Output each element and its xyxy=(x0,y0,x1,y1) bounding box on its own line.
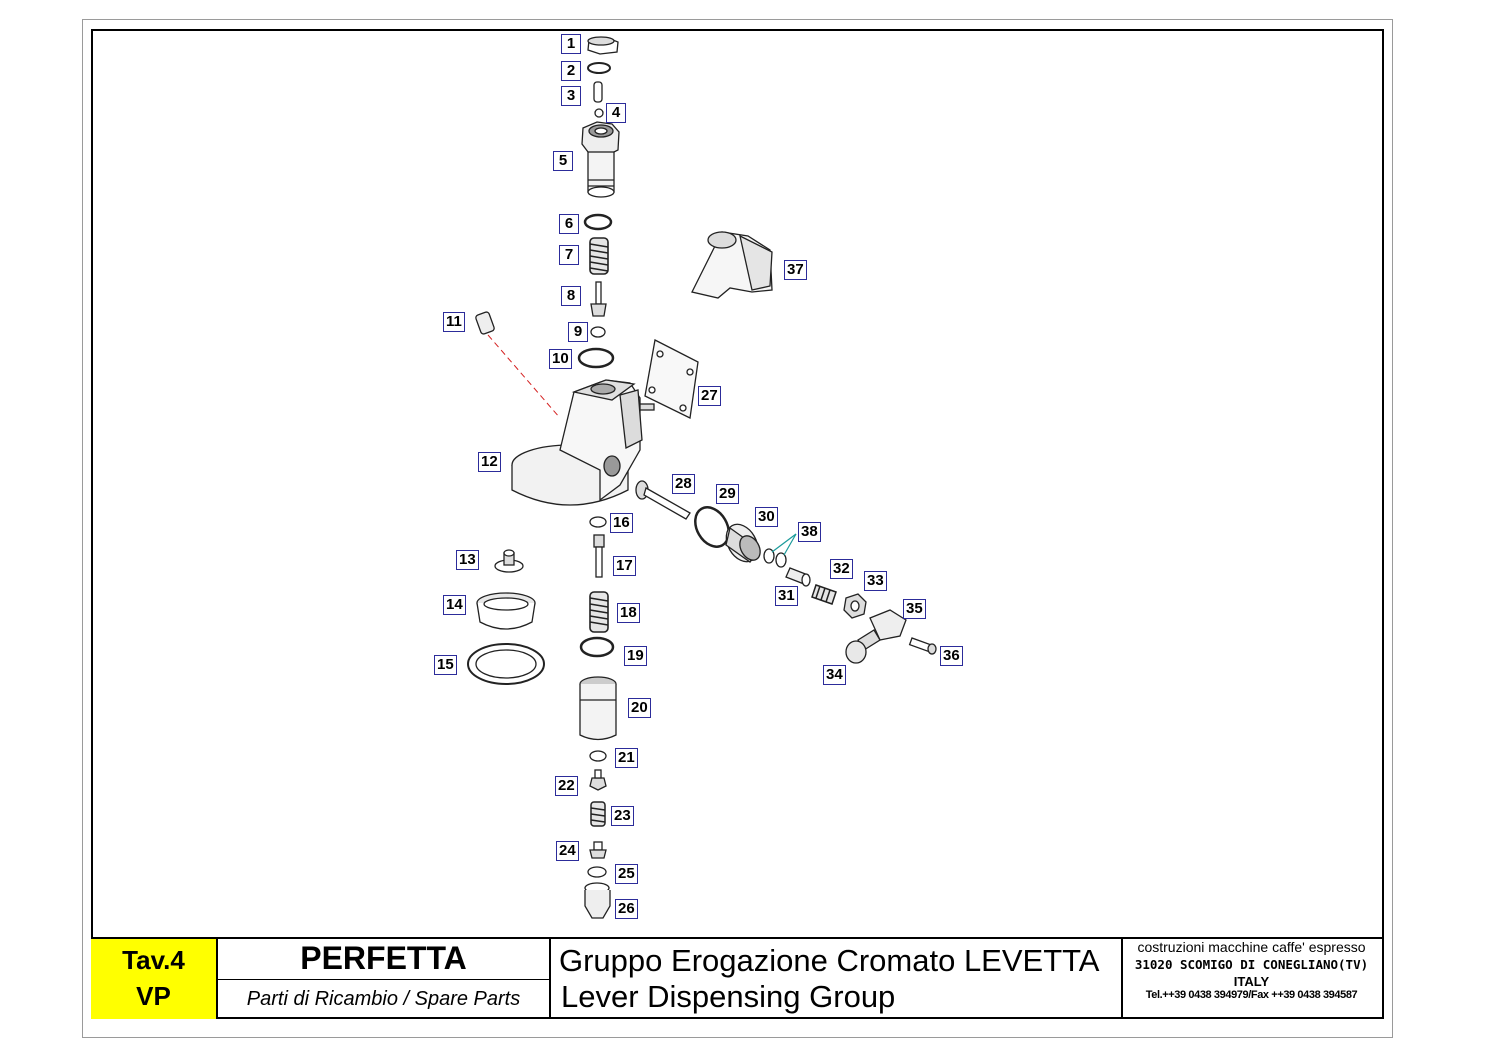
table-number-cell xyxy=(91,937,218,1019)
part-label-9[interactable]: 9 xyxy=(568,322,588,342)
part-label-20[interactable]: 20 xyxy=(628,698,651,718)
part-label-12[interactable]: 12 xyxy=(478,452,501,472)
company-phone-fax: Tel.++39 0438 394979/Fax ++39 0438 394587 xyxy=(1145,989,1358,1001)
leader-11-to-12 xyxy=(488,335,560,418)
part-38-washers xyxy=(764,549,786,567)
part-label-28[interactable]: 28 xyxy=(672,474,695,494)
part-label-29[interactable]: 29 xyxy=(716,484,739,504)
product-name: PERFETTA xyxy=(218,937,549,980)
part-10-ring xyxy=(579,349,613,367)
part-label-14[interactable]: 14 xyxy=(443,595,466,615)
part-16-ring xyxy=(590,517,606,527)
company-cell xyxy=(1123,937,1380,1019)
part-label-6[interactable]: 6 xyxy=(559,214,579,234)
part-17-stem xyxy=(594,535,604,577)
part-12-group-body xyxy=(512,380,654,505)
part-label-33[interactable]: 33 xyxy=(864,571,887,591)
part-25-ring xyxy=(588,867,606,877)
leader-38-a xyxy=(772,534,796,552)
company-activity: costruzioni macchine caffe' espresso xyxy=(1137,939,1366,955)
description-english: Lever Dispensing Group xyxy=(561,979,896,1014)
part-20-sleeve xyxy=(580,677,616,740)
part-label-22[interactable]: 22 xyxy=(555,776,578,796)
part-18-spring xyxy=(590,592,608,632)
part-11-screw xyxy=(475,311,495,335)
part-label-35[interactable]: 35 xyxy=(903,599,926,619)
part-label-25[interactable]: 25 xyxy=(615,864,638,884)
part-label-27[interactable]: 27 xyxy=(698,386,721,406)
part-label-38[interactable]: 38 xyxy=(798,522,821,542)
part-label-16[interactable]: 16 xyxy=(610,513,633,533)
part-8-stem xyxy=(591,282,606,316)
part-label-17[interactable]: 17 xyxy=(613,556,636,576)
document-subtitle: Parti di Ricambio / Spare Parts xyxy=(246,988,521,1010)
part-19-ring xyxy=(581,638,613,656)
description-italian: Gruppo Erogazione Cromato LEVETTA xyxy=(559,943,1100,978)
part-label-5[interactable]: 5 xyxy=(553,151,573,171)
product-cell xyxy=(218,937,551,1019)
part-label-23[interactable]: 23 xyxy=(611,806,634,826)
part-label-30[interactable]: 30 xyxy=(755,507,778,527)
part-label-21[interactable]: 21 xyxy=(615,748,638,768)
part-2-washer xyxy=(588,63,610,73)
part-label-18[interactable]: 18 xyxy=(617,603,640,623)
table-code: VP xyxy=(136,981,171,1011)
part-35-lever xyxy=(858,610,906,650)
part-label-2[interactable]: 2 xyxy=(561,61,581,81)
company-country: ITALY xyxy=(1233,974,1270,989)
leader-38-b xyxy=(784,534,796,555)
part-5-valve-body xyxy=(582,122,619,197)
part-4-ball xyxy=(595,109,603,117)
part-3-pin xyxy=(594,82,602,102)
part-label-13[interactable]: 13 xyxy=(456,550,479,570)
part-26-nipple xyxy=(585,883,610,918)
part-label-31[interactable]: 31 xyxy=(775,586,798,606)
title-block xyxy=(91,937,1384,1019)
part-label-19[interactable]: 19 xyxy=(624,646,647,666)
part-label-34[interactable]: 34 xyxy=(823,665,846,685)
part-label-4[interactable]: 4 xyxy=(606,103,626,123)
part-6-ring xyxy=(585,215,611,229)
part-37-cover xyxy=(692,232,772,298)
part-label-8[interactable]: 8 xyxy=(561,286,581,306)
part-15-gasket xyxy=(468,644,544,684)
description-cell xyxy=(551,937,1123,1019)
part-24-valve xyxy=(590,842,606,858)
part-13-disk xyxy=(495,550,523,572)
part-label-36[interactable]: 36 xyxy=(940,646,963,666)
part-9-ring xyxy=(591,327,605,337)
part-23-spring xyxy=(591,802,605,826)
part-36-screw xyxy=(910,638,936,654)
part-21-ring xyxy=(590,751,606,761)
part-label-26[interactable]: 26 xyxy=(615,899,638,919)
part-label-37[interactable]: 37 xyxy=(784,260,807,280)
part-34-knob xyxy=(846,641,866,663)
part-label-10[interactable]: 10 xyxy=(549,349,572,369)
part-32-spring xyxy=(812,585,836,604)
part-1-cap xyxy=(588,37,618,54)
part-label-15[interactable]: 15 xyxy=(434,655,457,675)
company-address: 31020 SCOMIGO DI CONEGLIANO(TV) xyxy=(1134,957,1369,972)
part-33-nut xyxy=(844,594,866,618)
part-label-1[interactable]: 1 xyxy=(561,34,581,54)
part-22-nut xyxy=(590,770,606,790)
part-label-11[interactable]: 11 xyxy=(443,312,465,332)
part-31-plunger xyxy=(786,568,810,586)
part-label-32[interactable]: 32 xyxy=(830,559,853,579)
part-label-7[interactable]: 7 xyxy=(559,245,579,265)
part-label-3[interactable]: 3 xyxy=(561,86,581,106)
table-number: Tav.4 xyxy=(122,945,185,975)
part-7-spring xyxy=(590,238,608,274)
part-14-shower xyxy=(477,593,535,629)
part-label-24[interactable]: 24 xyxy=(556,841,579,861)
